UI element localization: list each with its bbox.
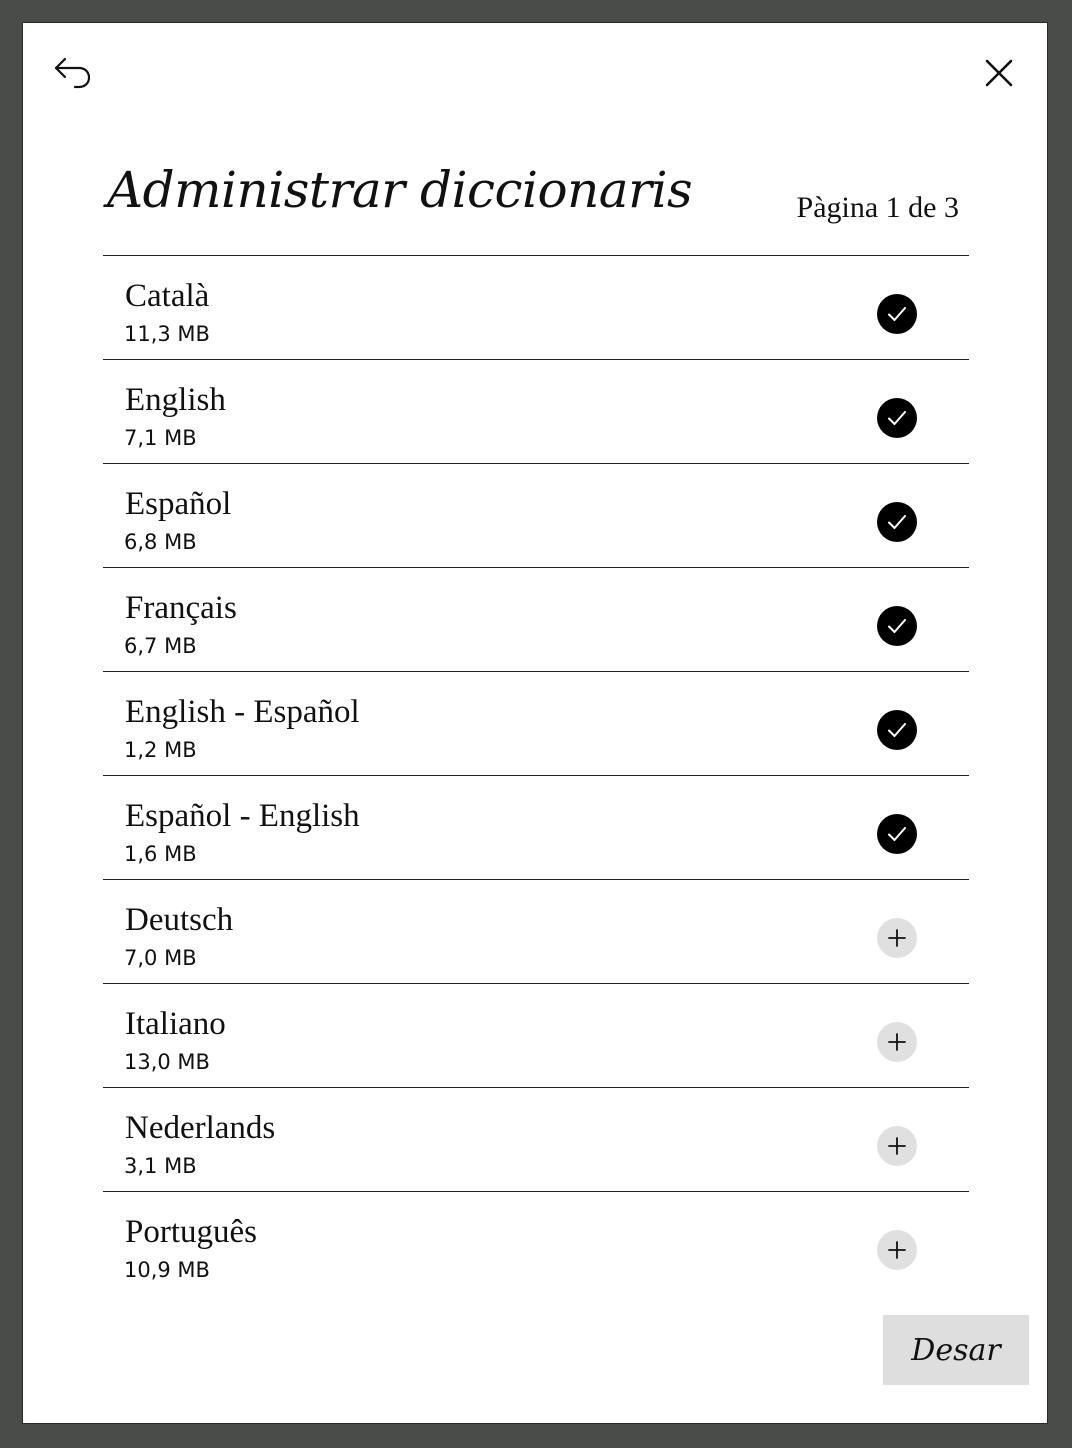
list-item[interactable] bbox=[103, 256, 969, 360]
dictionary-name: Português bbox=[125, 1214, 257, 1250]
status-toggle[interactable] bbox=[877, 294, 917, 334]
close-button[interactable] bbox=[971, 45, 1027, 101]
dictionary-name: Français bbox=[125, 590, 237, 626]
checkmark-icon bbox=[885, 302, 909, 326]
status-toggle[interactable] bbox=[877, 502, 917, 542]
manage-dictionaries-dialog bbox=[22, 22, 1048, 1424]
dictionary-size: 3,1 MB bbox=[124, 1154, 197, 1178]
dictionary-name: Italiano bbox=[125, 1006, 226, 1042]
dictionary-size: 1,2 MB bbox=[124, 738, 197, 762]
dictionary-name: English - Español bbox=[125, 694, 360, 730]
list-item[interactable] bbox=[103, 672, 969, 776]
dictionary-size: 7,1 MB bbox=[124, 426, 197, 450]
status-toggle[interactable] bbox=[877, 1230, 917, 1270]
plus-icon bbox=[885, 926, 909, 950]
status-toggle[interactable] bbox=[877, 606, 917, 646]
dictionary-name: Español - English bbox=[125, 798, 360, 834]
dictionary-name: Català bbox=[125, 278, 210, 314]
checkmark-icon bbox=[885, 614, 909, 638]
list-item[interactable] bbox=[103, 880, 969, 984]
dictionary-name: Español bbox=[125, 486, 232, 522]
dictionary-size: 11,3 MB bbox=[124, 322, 210, 346]
status-toggle[interactable] bbox=[877, 1022, 917, 1062]
plus-icon bbox=[885, 1134, 909, 1158]
back-arrow-icon bbox=[53, 55, 93, 91]
list-item[interactable] bbox=[103, 1192, 969, 1296]
status-toggle[interactable] bbox=[877, 1126, 917, 1166]
checkmark-icon bbox=[885, 718, 909, 742]
dictionary-name: Deutsch bbox=[125, 902, 234, 938]
dictionary-size: 13,0 MB bbox=[124, 1050, 210, 1074]
checkmark-icon bbox=[885, 510, 909, 534]
plus-icon bbox=[885, 1238, 909, 1262]
checkmark-icon bbox=[885, 406, 909, 430]
status-toggle[interactable] bbox=[877, 398, 917, 438]
dictionary-size: 10,9 MB bbox=[124, 1258, 210, 1282]
dictionary-list bbox=[103, 255, 969, 1296]
list-item[interactable] bbox=[103, 568, 969, 672]
dictionary-size: 7,0 MB bbox=[124, 946, 197, 970]
page-title: Administrar diccionaris bbox=[107, 161, 693, 219]
list-item[interactable] bbox=[103, 464, 969, 568]
dictionary-size: 6,7 MB bbox=[124, 634, 197, 658]
list-item[interactable] bbox=[103, 1088, 969, 1192]
status-toggle[interactable] bbox=[877, 814, 917, 854]
plus-icon bbox=[885, 1030, 909, 1054]
dictionary-name: English bbox=[125, 382, 226, 418]
status-toggle[interactable] bbox=[877, 710, 917, 750]
list-item[interactable] bbox=[103, 360, 969, 464]
list-item[interactable] bbox=[103, 984, 969, 1088]
back-button[interactable] bbox=[45, 45, 101, 101]
dictionary-name: Nederlands bbox=[125, 1110, 276, 1146]
close-icon bbox=[984, 58, 1014, 88]
save-button[interactable]: Desar bbox=[883, 1315, 1029, 1385]
status-toggle[interactable] bbox=[877, 918, 917, 958]
dictionary-size: 6,8 MB bbox=[124, 530, 197, 554]
dictionary-size: 1,6 MB bbox=[124, 842, 197, 866]
page-indicator: Pàgina 1 de 3 bbox=[796, 191, 959, 224]
checkmark-icon bbox=[885, 822, 909, 846]
list-item[interactable] bbox=[103, 776, 969, 880]
